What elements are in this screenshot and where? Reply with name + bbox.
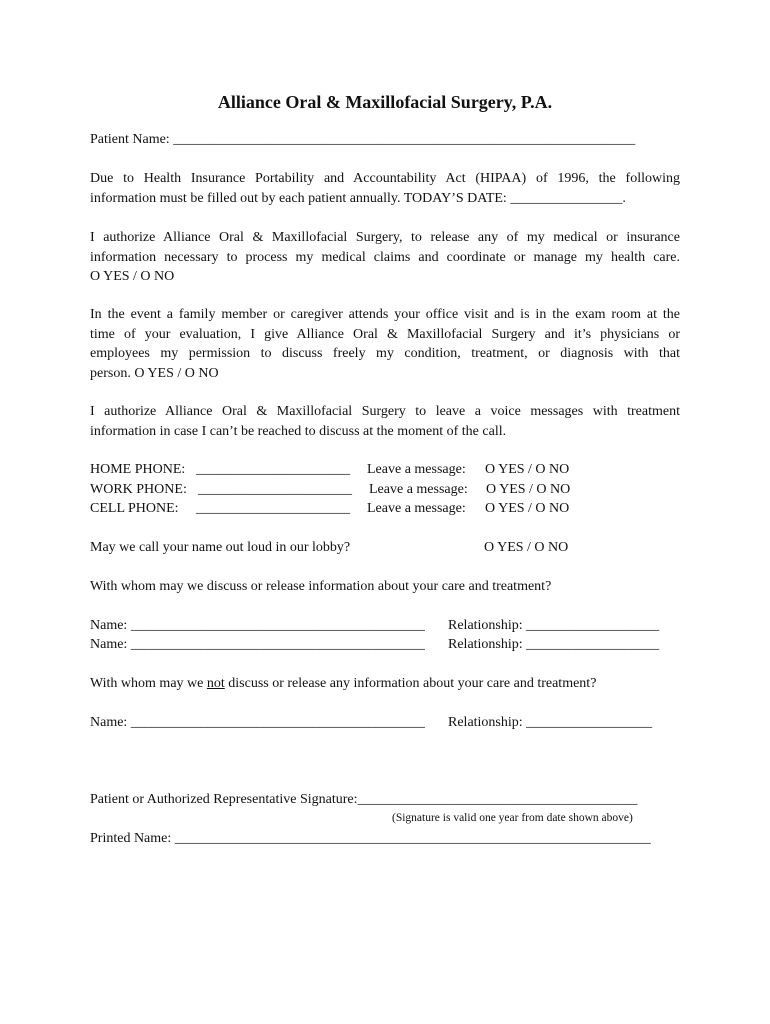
phone-label: HOME PHONE: [90, 462, 186, 477]
discuss-relationship-field[interactable]: Relationship: ___________________ [448, 637, 660, 652]
lobby-yes-no[interactable]: O YES / O NO [484, 540, 569, 555]
printed-name-field[interactable]: Printed Name: ____________________________________________________________________ [90, 831, 651, 846]
home-phone-field[interactable]: ______________________ [196, 462, 350, 477]
discuss-relationship-field[interactable]: Relationship: ___________________ [448, 618, 660, 633]
not-emphasis: not [206, 676, 225, 691]
signature-field[interactable]: Patient or Authorized Representative Signature:________________________________________ [90, 792, 638, 807]
voice-line-2: information in case I can’t be reached to discuss at the moment of the call. [90, 423, 507, 439]
release-yes-no[interactable]: O YES / O NO [90, 269, 175, 284]
hipaa-line-2[interactable]: information must be filled out by each patient annually. TODAY’S DATE: ________________. [90, 190, 626, 206]
leave-message-label: Leave a message: [367, 501, 466, 516]
release-line-2: information necessary to process my medical claims and coordinate or manage my health care. [90, 249, 680, 265]
home-phone-yes-no[interactable]: O YES / O NO [485, 462, 570, 477]
family-line-3: employees my permission to discuss freely my condition, treatment, or diagnosis with that [90, 346, 680, 361]
not-discuss-text-after: discuss or release any information about your care and treatment? [224, 676, 597, 691]
phone-label: WORK PHONE: [90, 482, 187, 497]
lobby-question: May we call your name out loud in our lobby? [90, 540, 351, 555]
cell-phone-field[interactable]: ______________________ [196, 501, 350, 516]
not-discuss-relationship-field[interactable]: Relationship: __________________ [448, 715, 653, 730]
not-discuss-text-before: With whom may we [90, 676, 207, 691]
voice-line-1: I authorize Alliance Oral & Maxillofacial Surgery to leave a voice messages with treatment [90, 404, 680, 419]
release-paragraph [90, 228, 680, 287]
phone-label: CELL PHONE: [90, 501, 179, 516]
leave-message-label: Leave a message: [369, 482, 468, 497]
voice-message-paragraph [90, 402, 680, 441]
family-yes-no[interactable]: person. O YES / O NO [90, 365, 219, 381]
patient-name-field[interactable]: Patient Name: __________________________________________________________________ [90, 132, 636, 147]
work-phone-yes-no[interactable]: O YES / O NO [486, 482, 571, 497]
discuss-name-field[interactable]: Name: __________________________________________ [90, 637, 425, 652]
hipaa-paragraph [90, 169, 680, 208]
hipaa-line-1: Due to Health Insurance Portability and Accountability Act (HIPAA) of 1996, the following [90, 171, 680, 186]
family-member-paragraph [90, 305, 680, 383]
discuss-question: With whom may we discuss or release information about your care and treatment? [90, 579, 552, 594]
cell-phone-yes-no[interactable]: O YES / O NO [485, 501, 570, 516]
family-line-2: time of your evaluation, I give Alliance Oral & Maxillofacial Surgery and it’s physicians or [90, 326, 680, 342]
family-line-1: In the event a family member or caregiver attends your office visit and is in the exam room at the [90, 307, 680, 322]
work-phone-field[interactable]: ______________________ [198, 482, 352, 497]
signature-note: (Signature is valid one year from date shown above) [392, 812, 633, 824]
release-line-1: I authorize Alliance Oral & Maxillofacial Surgery, to release any of my medical or insurance [90, 230, 680, 245]
discuss-name-field[interactable]: Name: __________________________________________ [90, 618, 425, 633]
not-discuss-question [90, 674, 596, 694]
not-discuss-name-field[interactable]: Name: __________________________________________ [90, 715, 425, 730]
leave-message-label: Leave a message: [367, 462, 466, 477]
form-title: Alliance Oral & Maxillofacial Surgery, P.A. [217, 92, 553, 112]
